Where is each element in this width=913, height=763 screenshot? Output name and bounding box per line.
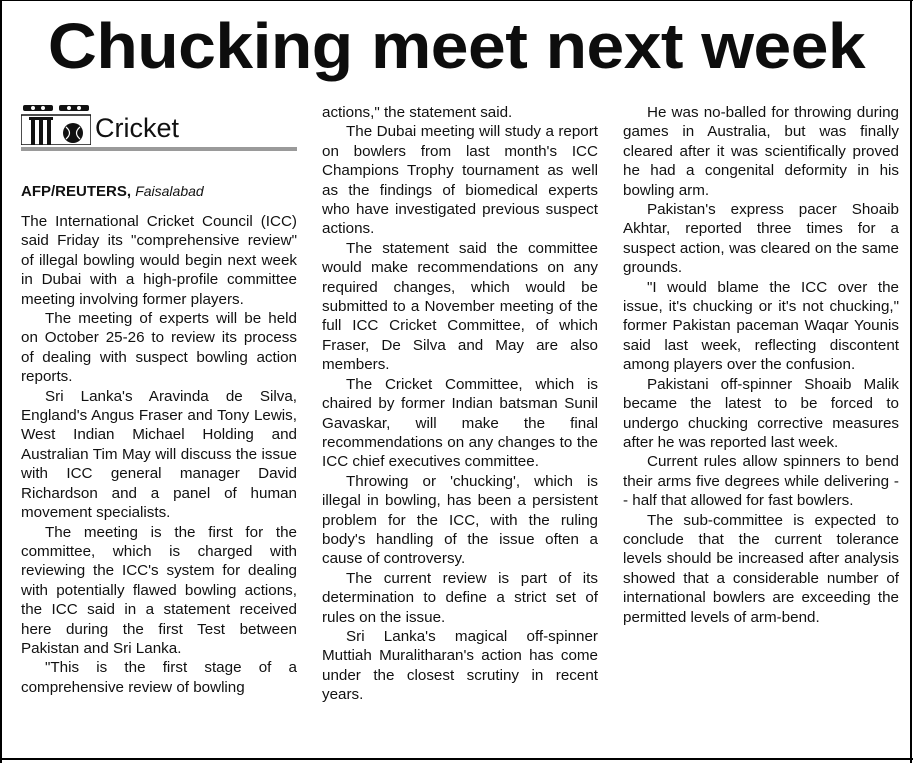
- byline-agency: AFP/REUTERS,: [21, 183, 132, 200]
- frame-bottom-border: [0, 758, 913, 760]
- paragraph: "This is the first stage of a comprehensive review of bowling: [21, 659, 297, 696]
- column-3: [623, 103, 899, 627]
- paragraph: The International Cricket Council (ICC) said Friday its "comprehensive review" of illegal bowling would begin next week in Dubai with a high-profile committee meeting involving former players.: [21, 213, 297, 308]
- column-1: [21, 103, 297, 697]
- paragraph: The Cricket Committee, which is chaired by former Indian batsman Sunil Gavaskar, will make the final recommendations on any changes to the ICC chief executives committee.: [322, 375, 598, 471]
- byline-place: Faisalabad: [135, 183, 204, 199]
- cricket-logo-icon: [21, 105, 91, 145]
- byline: [21, 181, 297, 202]
- paragraph: Throwing or 'chucking', which is illegal in bowling, has been a persistent problem for the ICC, with the ruling body's handling of the issue often a cause of controversy.: [322, 472, 598, 568]
- frame-left-border: [0, 0, 2, 763]
- paragraph: The meeting is the first for the committee, which is charged with reviewing the ICC's system for dealing with potentially flawed bowling actions, the ICC said in a statement received here during the first Test between Pakistan and Sri Lanka.: [21, 523, 297, 657]
- paragraph: The statement said the committee would make recommendations on any required changes, which would be submitted to a November meeting of the full ICC Cricket Committee, of which Fraser, De Silva and May are also members.: [322, 239, 598, 374]
- paragraph: Pakistani off-spinner Shoaib Malik became the latest to be forced to undergo chucking corrective measures after he was reported last week.: [623, 375, 899, 451]
- paragraph: The meeting of experts will be held on October 25-26 to review its process of dealing with suspect bowling action reports.: [21, 310, 297, 386]
- paragraph: The sub-committee is expected to conclude that the current tolerance levels should be increased after analysis showed that a considerable number of international bowlers are exceeding the permitted levels of arm-bend.: [623, 511, 899, 626]
- frame-right-border: [910, 0, 912, 763]
- section-title: Cricket: [95, 113, 180, 143]
- paragraph: Sri Lanka's magical off-spinner Muttiah Muralitharan's action has come under the closest scrutiny in recent years.: [322, 627, 598, 704]
- paragraph: "I would blame the ICC over the issue, it's chucking or it's not chucking," former Pakistan paceman Waqar Younis said last week, reflecting discontent among players over the confusion.: [623, 278, 899, 374]
- paragraph: actions," the statement said.: [322, 104, 513, 121]
- paragraph: The Dubai meeting will study a report on bowlers from last month's ICC Champions Trophy tournament as well as the findings of biomedical experts who have investigated previous suspect actions.: [322, 123, 598, 238]
- paragraph: Current rules allow spinners to bend their arms five degrees while delivering -- half that allowed for fast bowlers.: [623, 453, 899, 510]
- paragraph: The current review is part of its determination to define a strict set of rules on the issue.: [322, 569, 598, 626]
- paragraph: He was no-balled for throwing during games in Australia, but was finally cleared after it was scientifically proved he had a congenital deformity in his bowling arm.: [623, 104, 899, 199]
- paragraph: Pakistan's express pacer Shoaib Akhtar, reported three times for a suspect action, was cleared on the same grounds.: [623, 201, 899, 277]
- section-header: [21, 103, 297, 151]
- headline: Chucking meet next week: [47, 10, 866, 82]
- frame-top-border: [0, 0, 913, 1]
- paragraph: Sri Lanka's Aravinda de Silva, England's Angus Fraser and Tony Lewis, West Indian Michael Holding and Australian Tim May will discuss the issue with ICC general manager David Richardson and a panel of human movement specialists.: [21, 387, 297, 522]
- column-2: [322, 103, 598, 705]
